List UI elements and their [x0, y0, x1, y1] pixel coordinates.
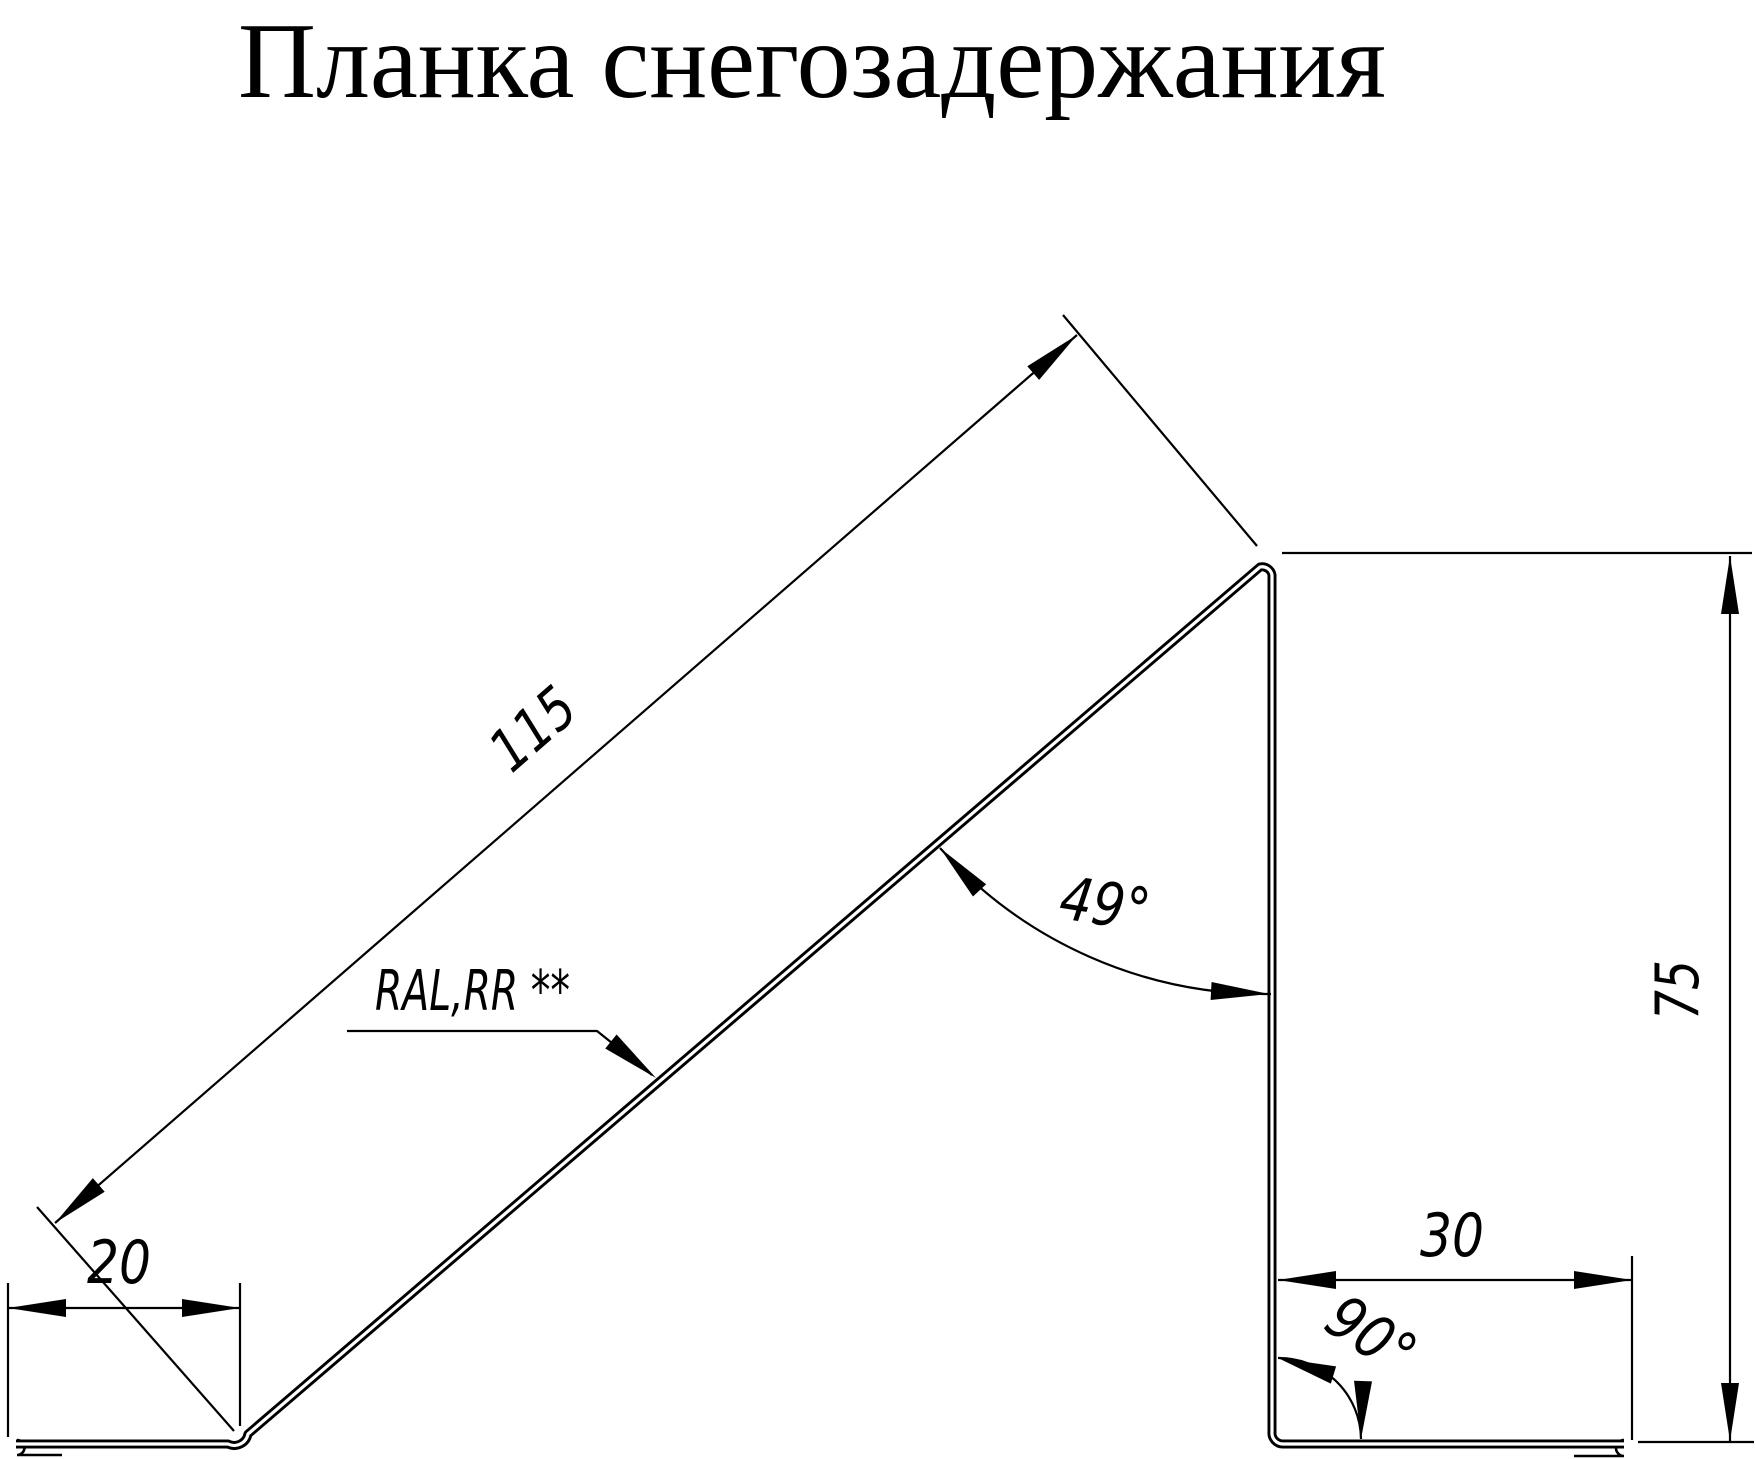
dimension-front-hem: [8, 1228, 240, 1437]
dim-30-label: 30: [1420, 1201, 1484, 1271]
arrowhead-icon: [8, 1299, 66, 1317]
drawing-title: Планка снегозадержания: [238, 2, 1386, 121]
angle-90-label: 90°: [1313, 1281, 1441, 1399]
angle-slope: [933, 842, 1271, 1003]
angle-49-label: 49°: [1055, 863, 1172, 950]
arrowhead-icon: [1278, 1271, 1336, 1289]
dimension-line: [55, 335, 1077, 1223]
arrowhead-icon: [1574, 1271, 1632, 1289]
arrowhead-icon: [1211, 982, 1270, 1003]
arrowhead-icon: [605, 1035, 661, 1085]
leader-line: [347, 1031, 652, 1075]
arrowhead-icon: [1275, 1349, 1336, 1383]
material-label: RAL,RR **: [375, 959, 570, 1024]
angle-base: [1275, 1281, 1441, 1440]
dim-75-label: 75: [1643, 943, 1713, 1020]
arrowhead-icon: [1721, 1383, 1739, 1441]
arrowhead-icon: [1721, 556, 1739, 614]
arrowhead-icon: [182, 1299, 240, 1317]
material-leader: [347, 959, 662, 1085]
dim-20-label: 20: [87, 1228, 151, 1298]
extension-line: [1063, 315, 1257, 546]
dim-115-label: 115: [475, 660, 605, 785]
